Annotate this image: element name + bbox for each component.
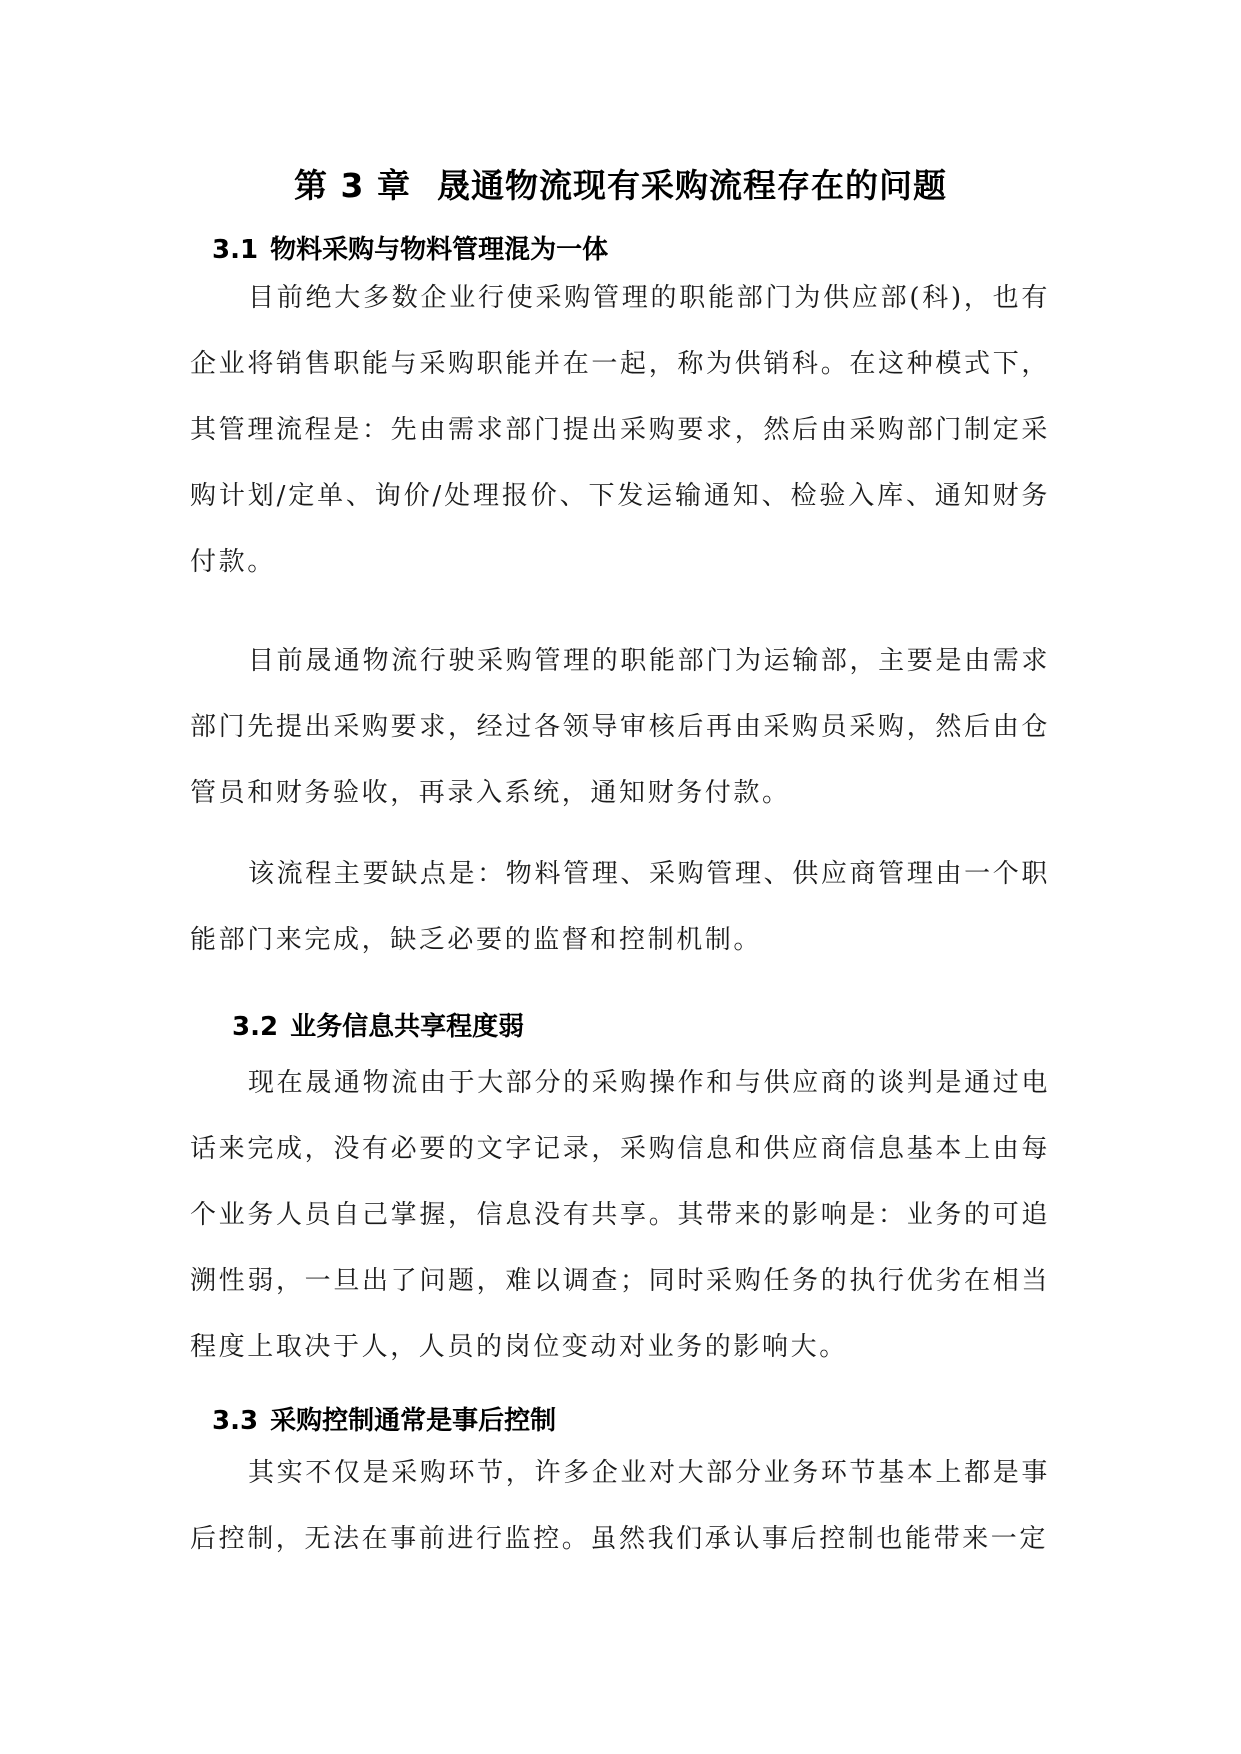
chapter-title (0, 160, 1241, 207)
paragraph: 现在晟通物流由于大部分的采购操作和与供应商的谈判是通过电话来完成，没有必要的文字记录，采购信息和供应商信息基本上由每个业务人员自己掌握，信息没有共享。其带来的影响是：业务的可追溯性弱，一旦出了问题，难以调查；同时采购任务的执行优劣在相当程度上取决于人，人员的岗位变动对业务的影响大。 (190, 1068, 1050, 1362)
section-heading-3-1 (212, 229, 608, 266)
section-number: 3.3 (212, 1406, 259, 1436)
paragraph: 其实不仅是采购环节，许多企业对大部分业务环节基本上都是事后控制，无法在事前进行监控。虽然我们承认事后控制也能带来一定 (190, 1458, 1050, 1554)
paragraph: 目前晟通物流行驶采购管理的职能部门为运输部，主要是由需求部门先提出采购要求，经过各领导审核后再由采购员采购，然后由仓管员和财务验收，再录入系统，通知财务付款。 (190, 646, 1050, 808)
chapter-title-text: 晟通物流现有采购流程存在的问题 (436, 166, 947, 205)
section-heading-3-3 (212, 1400, 556, 1437)
section-title: 采购控制通常是事后控制 (270, 1406, 557, 1436)
section-heading-3-2 (232, 1006, 524, 1043)
section-title: 物料采购与物料管理混为一体 (270, 235, 609, 265)
section-number: 3.2 (232, 1012, 279, 1042)
section-number: 3.1 (212, 235, 259, 265)
paragraph: 该流程主要缺点是：物料管理、采购管理、供应商管理由一个职能部门来完成，缺乏必要的监督和控制机制。 (190, 859, 1050, 955)
section-title: 业务信息共享程度弱 (290, 1012, 525, 1042)
chapter-number: 第 3 章 (294, 166, 411, 205)
paragraph: 目前绝大多数企业行使采购管理的职能部门为供应部(科)，也有企业将销售职能与采购职能并在一起，称为供销科。在这种模式下，其管理流程是：先由需求部门提出采购要求，然后由采购部门制定采购计划/定单、询价/处理报价、下发运输通知、检验入库、通知财务付款。 (190, 283, 1050, 577)
